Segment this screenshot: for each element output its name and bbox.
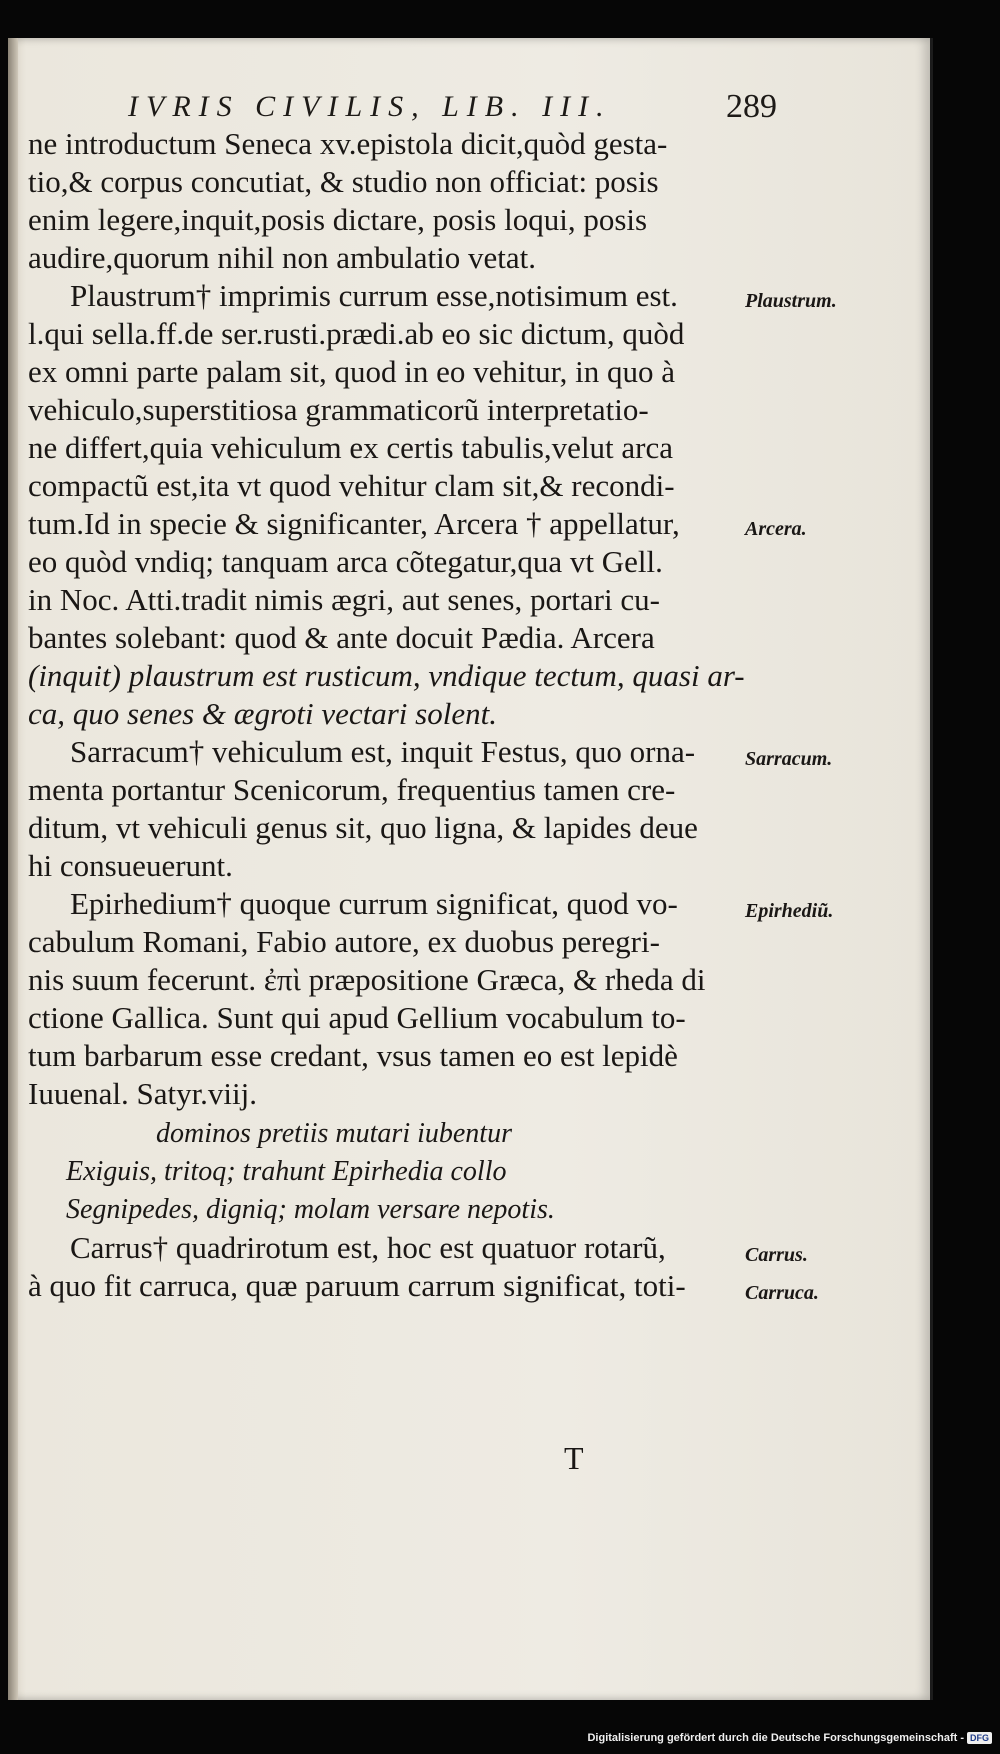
text-line: tum.Id in specie & significanter, Arcera † appellatur, [28, 506, 680, 541]
verse-line: Exiguis, tritoq; trahunt Epirhedia collo [66, 1156, 507, 1187]
text-line: Carrus† quadrirotum est, hoc est quatuor rotarũ, [70, 1230, 666, 1265]
text-line: nis suum fecerunt. ἐπὶ præpositione Græca, & rheda di [28, 962, 706, 997]
text-line: ne introductum Seneca xv.epistola dicit,quòd gesta- [28, 126, 668, 161]
text-line: audire,quorum nihil non ambulatio vetat. [28, 240, 536, 275]
text-line: à quo fit carruca, quæ paruum carrum significat, toti- [28, 1268, 686, 1303]
text-line: l.qui sella.ff.de ser.rusti.prædi.ab eo sic dictum, quòd [28, 316, 685, 351]
page-number: 289 [726, 88, 777, 125]
margin-note: Sarracum. [745, 748, 833, 770]
text-line: enim legere,inquit,posis dictare, posis loqui, posis [28, 202, 648, 237]
text-line: ex omni parte palam sit, quod in eo vehitur, in quo à [28, 354, 676, 389]
text-line: Iuuenal. Satyr.viij. [28, 1076, 258, 1111]
verse-line: Segnipedes, digniq; molam versare nepotis. [66, 1194, 555, 1225]
text-line: Plaustrum† imprimis currum esse,notisimum est. [70, 278, 678, 313]
margin-note: Carruca. [745, 1282, 819, 1304]
margin-note: Plaustrum. [745, 290, 837, 312]
text-line: Sarracum† vehiculum est, inquit Festus, quo orna- [70, 734, 696, 769]
credit-text: Digitalisierung gefördert durch die Deutsche Forschungsgemeinschaft - [587, 1732, 964, 1744]
text-line: ca, quo senes & ægroti vectari solent. [28, 696, 497, 731]
text-line: (inquit) plaustrum est rusticum, vndique tectum, quasi ar- [28, 658, 745, 693]
digitization-credit [587, 1732, 992, 1744]
text-line: cabulum Romani, Fabio autore, ex duobus peregri- [28, 924, 660, 959]
margin-note: Epirhediũ. [745, 900, 834, 922]
text-line: bantes solebant: quod & ante docuit Pædia. Arcera [28, 620, 655, 655]
dfg-logo: DFG [967, 1732, 992, 1744]
text-line: tum barbarum esse credant, vsus tamen eo est lepidè [28, 1038, 678, 1073]
margin-note: Arcera. [745, 518, 807, 540]
catchword: T [564, 1440, 584, 1476]
page-gutter [8, 38, 18, 1700]
text-line: tio,& corpus concutiat, & studio non officiat: posis [28, 164, 659, 199]
text-line: in Noc. Atti.tradit nimis ægri, aut senes, portari cu- [28, 582, 660, 617]
verse-line: dominos pretiis mutari iubentur [156, 1118, 512, 1149]
text-line: hi consueuerunt. [28, 848, 233, 883]
text-line: compactũ est,ita vt quod vehitur clam sit,& recondi- [28, 468, 675, 503]
text-line: ditum, vt vehiculi genus sit, quo ligna, & lapides deue [28, 810, 698, 845]
running-title: IVRIS CIVILIS, LIB. III. [128, 90, 612, 123]
text-line: Epirhedium† quoque currum significat, quod vo- [70, 886, 678, 921]
text-line: ctione Gallica. Sunt qui apud Gellium vocabulum to- [28, 1000, 686, 1035]
text-line: vehiculo,superstitiosa grammaticorũ interpretatio- [28, 392, 649, 427]
text-line: eo quòd vndiq; tanquam arca cõtegatur,qua vt Gell. [28, 544, 663, 579]
text-line: menta portantur Scenicorum, frequentius tamen cre- [28, 772, 676, 807]
book-page [8, 38, 933, 1700]
text-line: ne differt,quia vehiculum ex certis tabulis,velut arca [28, 430, 674, 465]
margin-note: Carrus. [745, 1244, 808, 1266]
